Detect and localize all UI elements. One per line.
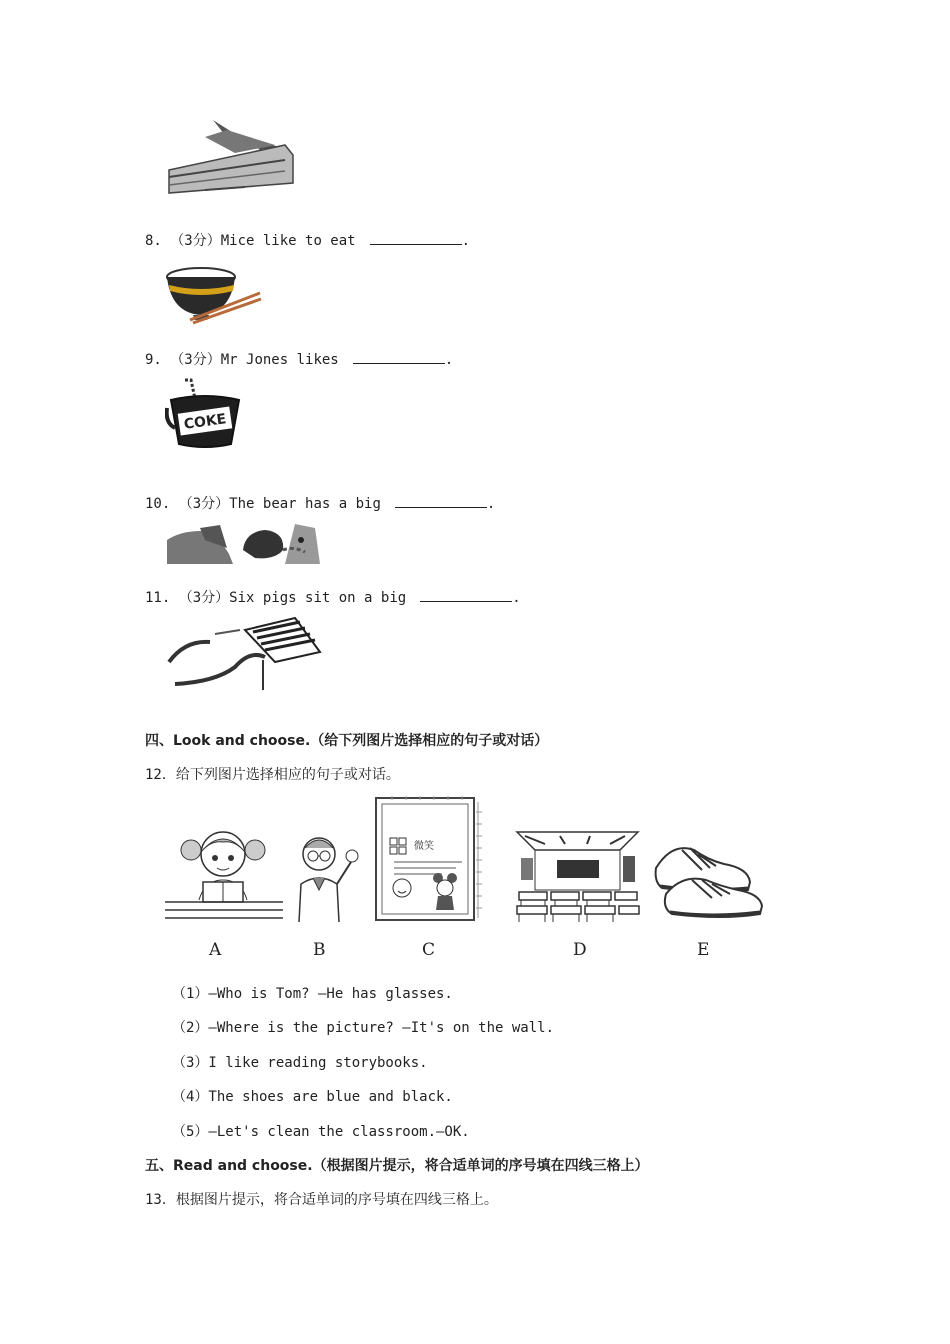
question-text: Mice like to eat: [220, 233, 356, 249]
question-13-prompt: 13．根据图片提示，将合适单词的序号填在四线三格上。: [145, 1192, 498, 1208]
coke-cup-image: [165, 378, 245, 453]
section-5-title: 五、Read and choose.（根据图片提示，将合适单词的序号填在四线三格上）: [145, 1158, 649, 1174]
question-10: 10. （3分）The bear has a big .: [145, 496, 496, 512]
picture-letter-a: A: [209, 940, 222, 960]
question-number: 8.: [145, 233, 162, 249]
question-11: 11. （3分）Six pigs sit on a big .: [145, 590, 521, 606]
option-2: （2）—Where is the picture? —It's on the wall.: [172, 1020, 555, 1036]
picture-b-boy-glasses: [295, 832, 360, 924]
option-4: （4）The shoes are blue and black.: [172, 1089, 453, 1105]
question-number: 10.: [145, 496, 171, 512]
question-score: （3分）: [170, 352, 221, 368]
answer-blank[interactable]: [353, 351, 445, 364]
option-1: （1）—Who is Tom? —He has glasses.: [172, 986, 453, 1002]
bear-image: [165, 520, 320, 565]
section-4-title: 四、Look and choose.（给下列图片选择相应的句子或对话）: [145, 733, 549, 749]
picture-c-poster: [372, 792, 487, 922]
question-score: （3分）: [170, 233, 221, 249]
cake-image: [165, 115, 295, 197]
picture-letter-d: D: [573, 940, 587, 960]
option-3: （3）I like reading storybooks.: [172, 1055, 428, 1071]
bed-image: [165, 612, 325, 692]
question-text: Six pigs sit on a big: [229, 590, 407, 606]
picture-letter-b: B: [313, 940, 326, 960]
picture-d-classroom: [515, 830, 640, 924]
picture-letter-c: C: [422, 940, 436, 960]
option-5: （5）—Let's clean the classroom.—OK.: [172, 1124, 470, 1140]
question-8: 8. （3分）Mice like to eat .: [145, 233, 471, 249]
question-text: The bear has a big: [229, 496, 381, 512]
rice-bowl-image: [165, 265, 265, 325]
svg-text:COKE: COKE: [182, 411, 228, 433]
answer-blank[interactable]: [370, 232, 462, 245]
question-score: （3分）: [178, 590, 230, 606]
question-text: Mr Jones likes: [220, 352, 339, 368]
picture-e-shoes: [652, 834, 764, 920]
question-12-prompt: 12．给下列图片选择相应的句子或对话。: [145, 767, 400, 783]
question-score: （3分）: [178, 496, 230, 512]
question-number: 9.: [145, 352, 162, 368]
question-number: 11.: [145, 590, 171, 606]
question-9: 9. （3分）Mr Jones likes .: [145, 352, 454, 368]
answer-blank[interactable]: [420, 589, 512, 602]
answer-blank[interactable]: [395, 495, 487, 508]
picture-a-girl-reading: [165, 828, 283, 920]
picture-letter-e: E: [697, 940, 710, 960]
svg-text:微笑: 微笑: [414, 841, 434, 852]
